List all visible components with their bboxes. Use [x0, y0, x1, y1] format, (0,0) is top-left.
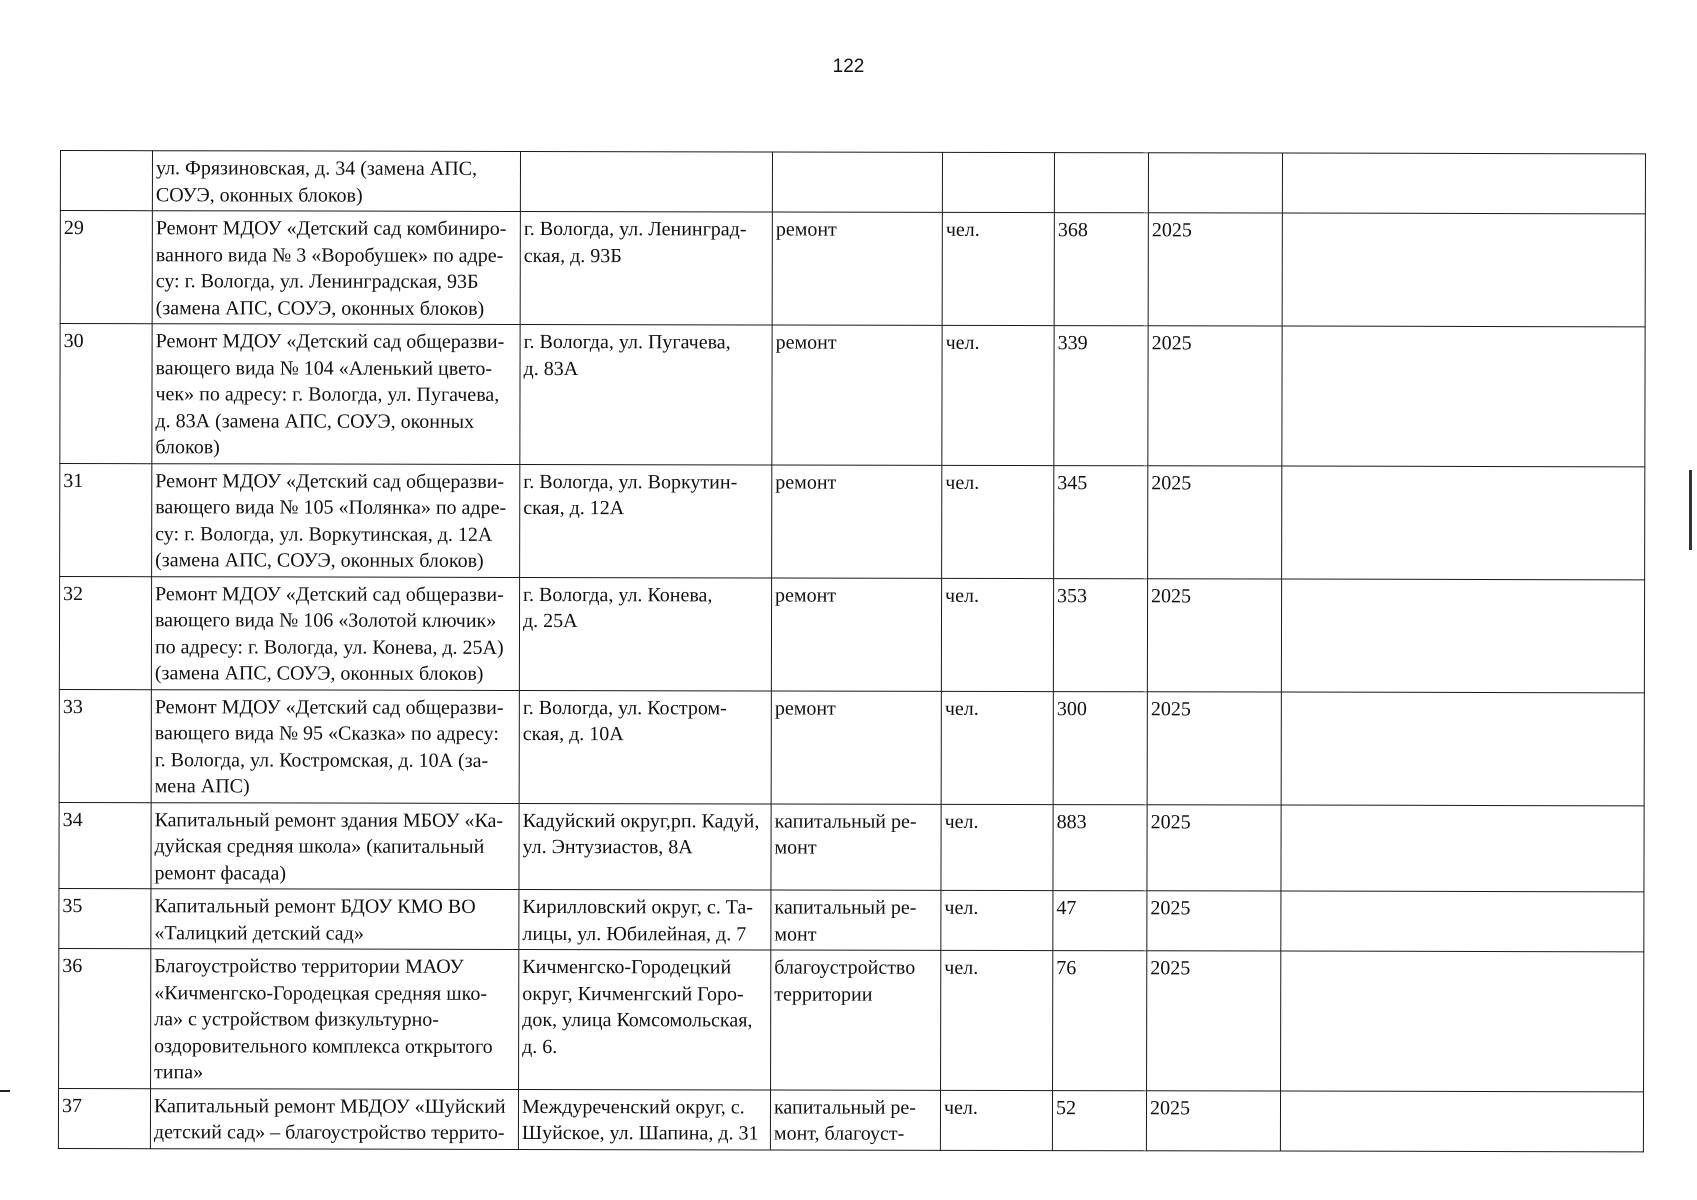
- cell-work-type: капитальный ре- монт, благоуст-: [770, 1089, 940, 1149]
- cell-capacity: 300: [1053, 691, 1147, 804]
- cell-number: 37: [58, 1088, 150, 1148]
- cell-address: г. Вологда, ул. Конева, д. 25А: [519, 577, 771, 691]
- right-edge-mark: [1689, 470, 1692, 550]
- cell-note: [1282, 153, 1645, 214]
- cell-unit: чел.: [942, 212, 1054, 325]
- cell-number: 36: [59, 948, 151, 1088]
- cell-address: Кадуйский округ,рп. Кадуй, ул. Энтузиастов, 8А: [519, 803, 771, 890]
- cell-unit: чел.: [942, 465, 1054, 578]
- cell-note: [1282, 466, 1645, 580]
- cell-year: [1148, 153, 1282, 213]
- table-row: [59, 689, 1644, 805]
- cell-work-type: [772, 152, 942, 212]
- cell-year: 2025: [1148, 326, 1282, 466]
- cell-object-name: Капитальный ремонт БДОУ КМО ВО «Талицкий детский сад»: [151, 889, 519, 950]
- cell-address: г. Вологда, ул. Воркутин- ская, д. 12А: [520, 464, 772, 578]
- cell-year: 2025: [1148, 465, 1282, 578]
- cell-capacity: 76: [1053, 951, 1147, 1091]
- table-row: [60, 463, 1645, 579]
- cell-number: 32: [59, 576, 151, 689]
- cell-unit: чел.: [941, 578, 1053, 691]
- cell-address: [520, 151, 772, 212]
- cell-capacity: 883: [1053, 804, 1147, 891]
- cell-note: [1281, 951, 1644, 1091]
- cell-work-type: ремонт: [771, 690, 941, 803]
- cell-year: 2025: [1147, 951, 1281, 1091]
- cell-year: 2025: [1147, 691, 1281, 804]
- cell-work-type: капитальный ре- монт: [771, 803, 941, 890]
- cell-object-name: Ремонт МДОУ «Детский сад комбиниро- ванного вида № 3 «Воробушек» по адре- су: г. Вологда, ул. Ленинградская, 93Б (замена АПС, СОУЭ, оконных блоков): [152, 211, 520, 325]
- cell-unit: чел.: [940, 1090, 1052, 1150]
- cell-note: [1282, 326, 1645, 466]
- cell-work-type: ремонт: [771, 577, 941, 690]
- cell-year: 2025: [1147, 891, 1281, 951]
- cell-note: [1282, 213, 1645, 327]
- cell-object-name: Капитальный ремонт МБДОУ «Шуйский детский сад» – благоустройство террито-: [150, 1088, 518, 1149]
- cell-capacity: 52: [1052, 1090, 1146, 1150]
- cell-object-name: Ремонт МДОУ «Детский сад общеразви- вающего вида № 104 «Аленький цвето- чек» по адресу: г. Вологда, ул. Пугачева, д. 83А (замена АПС, СОУЭ, оконных блоков): [152, 324, 520, 464]
- cell-unit: чел.: [941, 950, 1053, 1090]
- cell-address: Кирилловский округ, с. Та- лицы, ул. Юбилейная, д. 7: [519, 889, 771, 950]
- cell-capacity: 339: [1054, 326, 1148, 466]
- cell-address: г. Вологда, ул. Костром- ская, д. 10А: [519, 690, 771, 804]
- cell-capacity: 345: [1054, 465, 1148, 578]
- cell-capacity: 353: [1053, 578, 1147, 691]
- cell-address: Междуреченский округ, с. Шуйское, ул. Шапина, д. 31: [518, 1089, 770, 1150]
- table-row: [60, 324, 1645, 467]
- table-container: [58, 150, 1645, 1152]
- cell-number: 29: [60, 211, 152, 324]
- cell-address: Кичменгско-Городецкий округ, Кичменгский Горо- док, улица Комсомольская, д. 6.: [519, 949, 771, 1089]
- cell-capacity: 47: [1053, 891, 1147, 951]
- cell-number: 33: [59, 689, 151, 802]
- cell-unit: чел.: [941, 691, 1053, 804]
- page-number: 122: [832, 56, 865, 77]
- table-row: [59, 948, 1644, 1091]
- table-row: [59, 802, 1644, 892]
- table-row: [59, 576, 1644, 692]
- cell-object-name: Ремонт МДОУ «Детский сад общеразви- вающего вида № 106 «Золотой ключик» по адресу: г. Вологда, ул. Конева, д. 25А) (замена АПС, СОУЭ, оконных блоков): [151, 576, 519, 690]
- cell-number: 35: [59, 888, 151, 948]
- cell-object-name: Ремонт МДОУ «Детский сад общеразви- вающего вида № 105 «Полянка» по адре- су: г. Вологда, ул. Воркутинская, д. 12А (замена АПС, СОУЭ, оконных блоков): [152, 463, 520, 577]
- cell-note: [1281, 805, 1644, 892]
- cell-unit: чел.: [941, 804, 1053, 891]
- cell-address: г. Вологда, ул. Пугачева, д. 83А: [520, 324, 772, 464]
- cell-object-name: Ремонт МДОУ «Детский сад общеразви- вающего вида № 95 «Сказка» по адресу: г. Вологда, ул. Костромская, д. 10А (за- мена АПС): [151, 689, 519, 803]
- cell-year: 2025: [1147, 804, 1281, 891]
- cell-capacity: [1054, 153, 1148, 213]
- cell-object-name: Капитальный ремонт здания МБОУ «Ка- дуйская средняя школа» (капитальный ремонт фасада): [151, 802, 519, 889]
- cell-work-type: благоустройство территории: [771, 950, 941, 1090]
- table-row: [60, 211, 1645, 327]
- cell-work-type: ремонт: [772, 212, 942, 325]
- table-row: [59, 888, 1644, 951]
- cell-number: 30: [60, 324, 152, 464]
- cell-note: [1281, 891, 1644, 952]
- cell-note: [1280, 1091, 1643, 1152]
- cell-unit: чел.: [942, 325, 1054, 465]
- program-table: [58, 150, 1646, 1152]
- cell-unit: [942, 152, 1054, 212]
- cell-object-name: ул. Фрязиновская, д. 34 (замена АПС, СОУЭ, оконных блоков): [152, 151, 520, 212]
- left-margin-mark: [0, 1090, 10, 1092]
- cell-work-type: ремонт: [772, 325, 942, 465]
- cell-year: 2025: [1147, 578, 1281, 691]
- cell-capacity: 368: [1054, 213, 1148, 326]
- cell-number: [60, 151, 152, 211]
- cell-number: 34: [59, 802, 151, 889]
- cell-work-type: капитальный ре- монт: [771, 890, 941, 950]
- table-row: [60, 151, 1645, 214]
- cell-note: [1281, 692, 1644, 806]
- table-row: [58, 1088, 1643, 1151]
- cell-year: 2025: [1148, 213, 1282, 326]
- cell-object-name: Благоустройство территории МАОУ «Кичменгско-Городецкая средняя шко- ла» с устройством физкультурно- оздоровительного комплекса открытого типа»: [151, 949, 519, 1089]
- table-body: [58, 151, 1645, 1152]
- cell-address: г. Вологда, ул. Ленинград- ская, д. 93Б: [520, 211, 772, 325]
- cell-year: 2025: [1146, 1090, 1280, 1150]
- cell-number: 31: [60, 463, 152, 576]
- cell-unit: чел.: [941, 890, 1053, 950]
- cell-work-type: ремонт: [772, 464, 942, 577]
- cell-note: [1281, 579, 1644, 693]
